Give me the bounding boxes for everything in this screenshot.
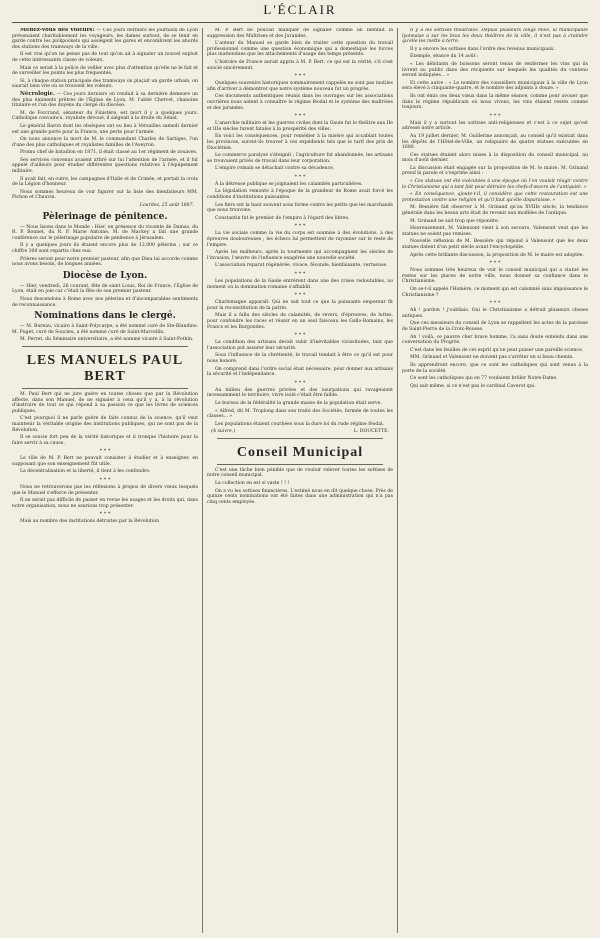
- paragraph: Il avait fait, en outre, les campagnes d'Italie et de Crimée, et portait la croix de la Légion d'honneur.: [12, 176, 198, 188]
- paragraph: Au milieu des guerres privées et des usurpations qui ravageaient incessamment le territoire, vivre isolé c'était être faible.: [207, 387, 393, 399]
- paragraph: L'anarchie militaire et les guerres civiles dont la Gaule fut le théâtre aux IIe et IIIe siècles furent fatales à la prospérité des villes.: [207, 121, 393, 132]
- ornament: * * *: [294, 113, 306, 120]
- section-rule: [217, 464, 383, 465]
- paragraph: Il est vrai qu'on ne pense pas de tout qu'on ait à signaler un nouvel exploit de cette intéressante classe de voleurs.: [12, 52, 198, 63]
- paragraph: On a vu les sottises financières. L'estimé nous en dit quelque chose. Près de quinze cents nominations ont été faites dans une administration qui n'a pas cinq cents employés.: [207, 488, 393, 505]
- ornament: * * *: [294, 271, 306, 277]
- paragraph: « Ces statues ont été exécutées à une époque où l'on voulait réagir contre le Christianisme qui a tant fait pour détruire les chefs-d'œuvre de l'antiquité. »: [402, 179, 588, 190]
- paragraph: « Alfred, dit M. Troplong dans son traité des Sociétés, formée de toutes les classes... »: [207, 408, 393, 420]
- paragraph: — Hier, vendredi, 26 courant, fête de saint Louis, Roi de France, l'Église de Lyon, était en joie car c'était la fête de son premier pasteur.: [12, 283, 198, 295]
- paragraph: Au 19 juillet dernier, M. Guillerme annonçait, au conseil qu'il existait dans les dépôts de l'Hôtel-de-Ville, un reliquaire de quatre statues exécutées en 1680.: [402, 133, 588, 151]
- paragraph: Ses services convenus avaient attiré sur lui l'attention de l'armée, et il fut appelé d'ailleurs pour étudier différentes questions relatives à l'équipement militaire.: [12, 157, 198, 175]
- paragraph: Que ces messieurs du conseil de Lyon se rappellent les actes de la paroisse de Saint-Pierre de la Croix-Rousse.: [402, 321, 588, 332]
- paragraph: L'histoire de France aurait appris à M. P. Bert, ce qui est la vérité, s'il s'est soucié sincèrement.: [207, 59, 393, 71]
- ornament: * * *: [489, 260, 501, 267]
- article-title: Conseil Municipal: [236, 444, 364, 460]
- paragraph: M. Paul Bert qui ne jure guère en toutes choses que par la Révolution affecte, dans son Manuel, de ne signaler à ceux qu'il y a, à la révolution d'instruire de tout ce qui répond à sa passion ce que les livres de sciences publiques.: [12, 391, 198, 414]
- article-title: LES MANUELS PAUL BERT: [26, 352, 184, 384]
- ornament: * * *: [489, 112, 501, 119]
- signature-line: [211, 429, 389, 435]
- paragraph: Mais ce serait à la police de veiller avec plus d'attention qu'elle ne le fait et de surveiller les points les plus fréquentés.: [12, 65, 198, 77]
- paragraph: Ces documents authentiques réunis dans les ouvrages sur les associations ouvrières nous aident à connaître le régime féodal et le système des maîtrises et des jurandes.: [207, 94, 393, 111]
- column-3: [402, 28, 588, 933]
- paragraph: Nouvelle réflexion de M. Bessière qui répond à Valensont que les deux statues datent d'un petit siècle avant l'encyclopédie.: [402, 239, 588, 250]
- paragraph: Ce sont les catholiques qui en 77 voulaient brûler Notre-Dame.: [410, 376, 558, 382]
- to-be-continued: (A suivre.): [211, 429, 236, 435]
- paragraph: Mais au nombre des institutions détruites par la Révolution: [20, 519, 160, 525]
- paragraph: Ah ! voilà, ce pauvre cher brave homme, l'a sans doute entendu dans une conversation du Progrès.: [402, 334, 588, 346]
- masthead-rule: [12, 22, 588, 23]
- paragraph: La condition des artisans devait subir d'inévitables vicissitudes, tant que l'association put assurer leur sécurité.: [207, 340, 393, 351]
- paragraph: Ils apprendront encore, que ce sont les catholiques qui sont venus à la porte de la société.: [402, 362, 588, 374]
- paragraph: Nous sommes très heureux de voir le conseil municipal qui a statué les restes sur les places de notre ville, nous donner sa confiance dans le Christianisme.: [402, 268, 588, 285]
- paragraph: On comprend dans l'ordre social était nécessaire, pour donner aux artisans la sécurité et l'indépendance.: [207, 366, 393, 378]
- paragraph: Le rôle de M. P. Bert ne pouvait consister à étudier et à enseigner, en supposant que son enseignement fût utile.: [12, 456, 198, 467]
- ornament: * * *: [294, 292, 306, 299]
- paragraph: Quelques souvenirs historiques sommairement rappelés ne sont pas inutiles afin d'arriver à démontrer que notre système nouveau fut un progrès.: [207, 81, 393, 92]
- paragraph: Exemple, séance du 14 août :: [410, 54, 479, 60]
- paragraph: Constantin fut le premier de l'empire à l'égard des libres.: [215, 215, 350, 221]
- paragraph: « Les débitants de boissons seront tenus de renfermer les vins qui ils livrent au public dans des récipients sur lesquels les qualités du contenu seront indiquées... »: [402, 61, 588, 79]
- paragraph: La législation remonte à l'époque de la grandeur de Rome avait forcé les conditions d'institutions puissantes.: [207, 189, 393, 201]
- paragraph-text: — Ces jours derniers on rendait à sa dernière demeure un des plus éminents prêtres de l'Église de Lyon, M. l'abbé Chervet, chanoine titulaire et l'un des doyens du clergé du diocèse.: [12, 91, 198, 109]
- section-rule: [22, 388, 188, 389]
- paragraph: Le commerce paralysé s'éteignit ; l'agriculture fut abandonnée, les artisans se trouvaient privés de travail dans leur corporation.: [207, 153, 393, 164]
- paragraph: C'est une tâche bien pénible que de vouloir relever toutes les sottises de notre conseil municipal.: [207, 467, 393, 479]
- ornament: * * *: [294, 223, 306, 230]
- masthead-title: L'ÉCLAIR: [263, 2, 337, 17]
- paragraph: Nous descendons à Rome avec nos pèlerins et d'incomparables sentiments de reconnaissance.: [12, 296, 198, 308]
- paragraph: M. de Forcrand, sénateur du Finistère, est mort il y a quelques jours. Catholique convaincu, royaliste dévoué, il siégeait à la droite du Sénat.: [12, 110, 198, 122]
- paragraph: La discussion était engagée sur la proposition de M. le maire. M. Grinand prend la parole et s'exprime ainsi :: [402, 165, 588, 177]
- paragraph: On nous annonce la mort de M. le commandant Charles de Sartiges, l'un d'une des plus catholiques et royalistes familles de l'Aveyron.: [12, 137, 198, 148]
- column-divider: [397, 28, 398, 933]
- article-heading: Nécrologie.: [20, 90, 55, 97]
- ornament: * * *: [489, 300, 501, 307]
- paragraph: La collection en est si vaste ! ! !: [215, 481, 290, 487]
- author-signature: L. DOUCETTE.: [353, 429, 389, 435]
- paragraph: Et cette autre : « Le nombre des conseillers municipaux à la ville de Lyon sera élevé à cinquante-quatre, et le nombre des adjoints à douze. »: [402, 80, 588, 92]
- paragraph: Le général Baron dont les obsèques ont eu lieu à Versailles samedi dernier est une grande perte pour la France, une perte pour l'armée.: [12, 123, 198, 135]
- paragraph: Il y a encore les sottises dans l'ordre des revenus municipaux.: [410, 46, 555, 52]
- ornament: * * *: [99, 477, 111, 484]
- column-2: [207, 28, 393, 933]
- paragraph: Mais il a fallu des siècles de calamités, de revers, d'épreuves, de luttes, pour confondre les races et réunir en un seul faisceau les Gallo-Romains, les Francs et les Burgondes.: [207, 313, 393, 330]
- paragraph: Heureusement, M. Valensont vient à son secours. Valensont veut que les statues ne soient pas remises.: [402, 226, 588, 237]
- dateline: Lourdes, 25 août 1887.: [139, 203, 194, 209]
- paragraph: Sous l'influence de la chrétienté, le travail tendait à être ce qu'il est pour nous honoré.: [207, 353, 393, 364]
- ornament: * * *: [99, 511, 111, 518]
- paragraph: L'empire romain se détachait contre sa décadence.: [215, 166, 335, 172]
- section-title: Diocèse de Lyon.: [62, 270, 148, 281]
- section-title: Pèlerinage de pénitence.: [42, 211, 168, 222]
- paragraph: C'est dans les feuilles de cet esprit qu'on peut puiser une pareille science.: [410, 347, 584, 353]
- paragraph: Qui sait même, si ce n'est pas le cardinal Caverot qui.: [410, 383, 536, 389]
- paragraph: Il ne serait pas difficile de passer en revue les usages et les droits qui, dans notre organisation, nous ne saurions trop présenter.: [12, 498, 198, 509]
- paragraph: On se-t-il appelé l'Homère, ce moment qui est calomnié sans impuissance le Christianisme ?: [402, 286, 588, 298]
- ornament: * * *: [294, 379, 306, 386]
- paragraph: Si, à chaque station principale des tramways on plaçait un garde urbain, on saurait bien vite où se trouvent les voleurs.: [12, 78, 198, 90]
- paragraph: M. P. Bert ne pouvait manquer de signaler comme un bienfait la suppression des Maîtrises et des Jurandes.: [207, 28, 393, 39]
- paragraph: Il se soucie fort peu de la vérité historique et il tronque l'histoire pour la faire servir à sa cause.: [12, 435, 198, 446]
- section-rule: [22, 346, 188, 347]
- paragraph: Le bureau de la fédéralité la grande masse de la population était serve.: [215, 400, 382, 406]
- paragraph: Ils ont émis ces deux vœux dans la même séance, comme pour avouer que dans le régime républicain où nous vivons, les vins étaient restés comme toujours.: [402, 93, 588, 111]
- paragraph: C'est pourquoi il ne parle guère de faits connus de la science, qu'il veut maintenir la véritable origine des institutions publiques, qui ne sont pas de la Révolution.: [12, 416, 198, 433]
- paragraph: M. Perret, du Séminaire universitaire, a été nommé vicaire à Saint-Pothin.: [20, 337, 194, 343]
- section-rule: [217, 438, 383, 439]
- paragraph: Il y a les sottises théâtrales. Depuis plusieurs longs mois, la municipalité lyonnaise a sur les bras les deux théâtres de la ville, il n'est pas à craindre qu'elle les mette à terre.: [402, 28, 588, 45]
- column-divider: [202, 28, 203, 933]
- paragraph: En voici les conséquences, pour remédier à la misère qui accablait toutes les provinces, surent-ils trouver à ces expédients tels que le tarif des prix de Dioclétien.: [207, 134, 393, 151]
- paragraph: — Nous lisons dans le Monde : Hier, en présence du vicomte de Damas, du R. P. Bonnet, du R. P. Marie Antoine, M. de Mackey a fait une grande conférence sur le pèlerinage populaire de pénitence à Jérusalem.: [12, 224, 198, 241]
- paragraph: Prières seront pour notre premier pasteur, afin que Dieu lui accorde comme nous avons besoin, de longues années.: [12, 256, 198, 268]
- article-heading: Méfiez-vous des voleurs!: [20, 28, 95, 33]
- paragraph: M. Grinand ne sait trop que répondre.: [410, 218, 500, 224]
- paragraph: Mais il y a surtout les sottises anti-religieuses et c'est à ce sujet qu'est adressé notre article.: [402, 120, 588, 132]
- ornament: * * *: [99, 448, 111, 455]
- paragraph: — M. Bureau, vicaire à Saint-Polycarpe, a été nommé curé de Ste-Blandine. M. Puget, curé de Soucieu, a été nommé curé de Saint-Marcellin.: [12, 324, 198, 335]
- paragraph: Après cette brillante discussion, la proposition de M. le maire est adoptée.: [410, 252, 584, 258]
- paragraph: L'association reparut régénérée, vivace, féconde, bienfaisante, vertueuse.: [215, 263, 388, 269]
- paragraph: Les populations étaient courbées sous la dure loi du rude régime féodal.: [215, 421, 384, 427]
- paragraph: Il y a quelques jours ils étaient encore plus de 12,000 pèlerins ; sur ce chiffre 300 sont repartis chez eux.: [12, 243, 198, 254]
- paragraph: M. Bessière fait observer à M. Grinand qu'au XVIIIe siècle, la tendance générale dans les beaux arts était de revenir aux modèles de l'antique.: [402, 205, 588, 217]
- ornament: * * *: [294, 332, 306, 339]
- paragraph: Les populations de la Gaule entrèrent dans une des crises redoutables, au moment où la domination romaine s'affaiblit.: [207, 279, 393, 290]
- paragraph-text: — Ces jours derniers les journaux de Lyon prévenaient charitablement les voyageurs, les dames surtout, de se tenir en garde contre les pickpockets qui assiègent les gares et encombrent les abords des stations des tramways de la ville.: [12, 28, 198, 50]
- paragraph: Nous sommes heureux de voir figurer sur la liste des bienfaiteurs MM. Pichon et Chauvin.: [12, 189, 198, 201]
- paragraph: La décentralisation et la liberté, il tient à les confondre.: [20, 469, 151, 475]
- section-title: Nominations dans le clergé.: [34, 311, 176, 322]
- ornament: * * *: [294, 173, 306, 180]
- paragraph: [12, 92, 198, 109]
- paragraph: L'auteur du Manuel se garde bien de traiter cette question du travail professionnel comme une question économique qui a domestiqué les forces plus inattendues que les attachements d'usage des temps présents.: [207, 41, 393, 58]
- paragraph: Nous ne retrouverons pas les réflexions à propos de divers vœux lesquels que le Manuel s'efforce de présenter.: [12, 485, 198, 496]
- column-1: [12, 28, 198, 933]
- paragraph: MM. Grinand et Valensont ne doivent pas s'arrêter en si beau chemin.: [410, 355, 574, 361]
- paragraph: Les fiers ont la haut souvent sous forme contre les petits que les marchands que nous trouvons.: [207, 202, 393, 214]
- paragraph: [12, 28, 198, 50]
- paragraph: Après les malheurs, après la tourmente qui accompagnent les siècles de l'invasion, l'œuvre de l'influence exagérée une nouvelle société.: [207, 250, 393, 261]
- paragraph: Ah ! pardon ! j'oubliais. Oui le Christianisme a détruit plusieurs choses antiques.: [402, 308, 588, 319]
- paragraph: Charlemagne apparaît. Qui ne sait tout ce que la puissante empereur fit pour la reconstitution de la patrie.: [207, 300, 393, 311]
- paragraph: La vie sociale comme la vie du corps est soumise à des évolutions, à des épreuves douloureuses ; les échecs lui permettent de rayonner sur le reste de l'empire.: [207, 231, 393, 248]
- paragraph: À la détresse publique se joignaient les calamités particulières.: [215, 181, 363, 187]
- paragraph: Ces statues étaient alors mises à la disposition du conseil municipal, au mois d'août dernier.: [402, 152, 588, 164]
- paragraph: « En conséquence, ajoute-t-il, il considère que cette restauration est une protestation contre une religion et qu'il faut qu'elle disparaisse. »: [402, 192, 588, 203]
- ornament: * * *: [294, 73, 306, 80]
- paragraph: Promu chef de bataillon en 1871, il était classé au 1er régiment de zouaves.: [20, 150, 198, 156]
